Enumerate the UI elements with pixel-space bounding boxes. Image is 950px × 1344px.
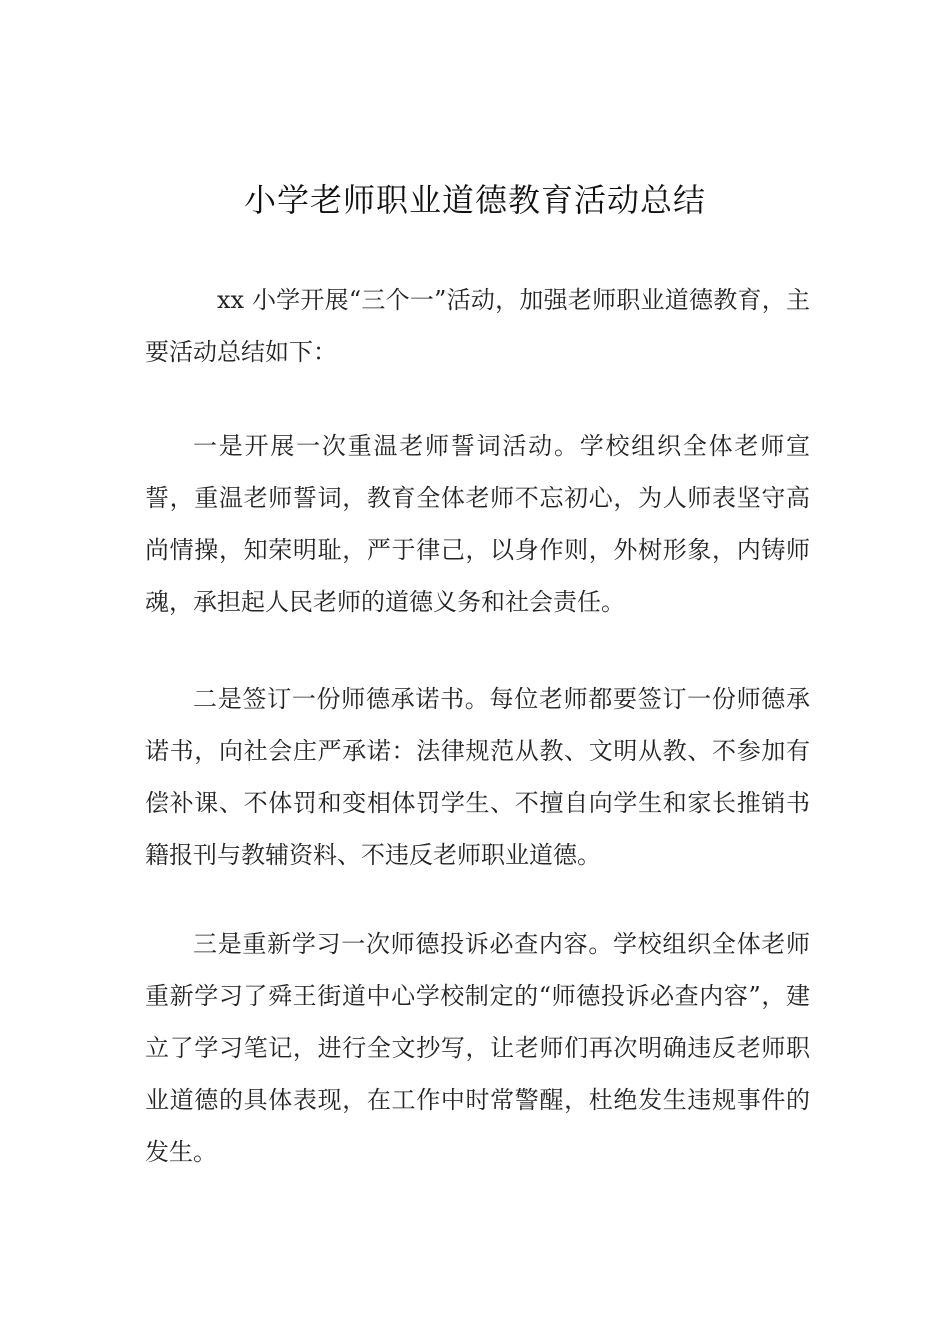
paragraph-3: 三是重新学习一次师德投诉必查内容。学校组织全体老师重新学习了舜王街道中心学校制定的“师德投诉必查内容”，建立了学习笔记，进行全文抄写，让老师们再次明确违反老师职业道德的具体表现，在工作中时常警醒，杜绝发生违规事件的发生。 [145, 930, 810, 1166]
document-title: 小学老师职业道德教育活动总结 [243, 181, 706, 219]
intro-paragraph: xx 小学开展“三个一”活动，加强老师职业道德教育，主要活动总结如下： [145, 286, 810, 366]
paragraph-2: 二是签订一份师德承诺书。每位老师都要签订一份师德承诺书，向社会庄严承诺：法律规范从教、文明从教、不参加有偿补课、不体罚和变相体罚学生、不擅自向学生和家长推销书籍报刊与教辅资料、不违反老师职业道德。 [145, 685, 810, 869]
paragraph-1: 一是开展一次重温老师誓词活动。学校组织全体老师宣誓，重温老师誓词，教育全体老师不忘初心，为人师表坚守高尚情操，知荣明耻，严于律己，以身作则，外树形象，内铸师魂，承担起人民老师的道德义务和社会责任。 [145, 432, 810, 616]
